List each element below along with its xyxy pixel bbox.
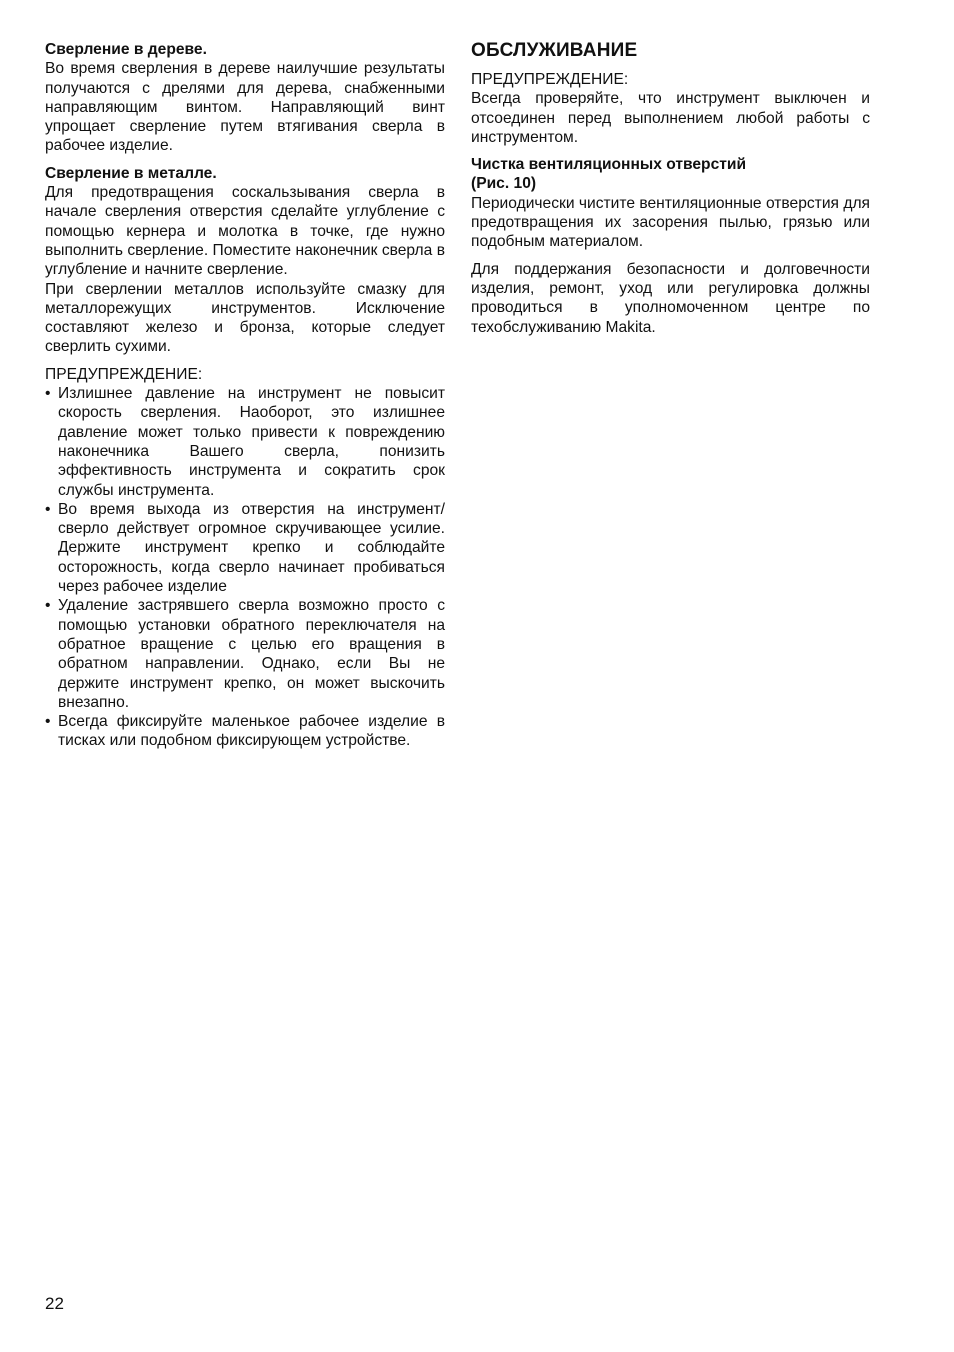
service-text: Для поддержания безопасности и долговечности изделия, ремонт, уход или регулировка должны проводиться в уполномоченном центре по техобслуживанию Makita. — [471, 260, 870, 336]
maintenance-warning-label: ПРЕДУПРЕЖДЕНИЕ: — [471, 71, 629, 88]
metal-drilling-heading: Сверление в металле. — [45, 164, 217, 182]
metal-drilling-text-2: При сверлении металлов используйте смазку для металлорежущих инструментов. Исключение составляют железо и бронза, которые следует сверлить сухими. — [45, 280, 445, 356]
maintenance-section-title: ОБСЛУЖИВАНИЕ — [471, 40, 638, 61]
right-column — [471, 40, 870, 337]
warning-label: ПРЕДУПРЕЖДЕНИЕ: — [45, 365, 203, 383]
warning-item: • Во время выхода из отверстия на инструмент/сверло действует огромное скручивающее усилие. Держите инструмент крепко и соблюдайте осторожность, когда сверло начинает пробиваться через рабочее изделие — [45, 500, 445, 596]
wood-drilling-text: Во время сверления в дереве наилучшие результаты получаются с дрелями для дерева, снабженными направляющим винтом. Направляющий винт упрощает сверление путем втягивания сверла в рабочее изделие. — [45, 60, 445, 155]
warning-item: • Излишнее давление на инструмент не повысит скорость сверления. Наоборот, это излишнее давление может только привести к повреждению наконечника Вашего сверла, понизить эффективность инструмента и сократить срок службы инструмента. — [45, 384, 445, 500]
left-column — [45, 40, 445, 751]
warning-item: • Удаление застрявшего сверла возможно просто с помощью установки обратного переключателя на обратное вращение с целью его вращения в обратном направлении. Однако, если Вы не держите инструмент крепко, он может выскочить внезапно. — [45, 596, 445, 712]
vent-cleaning-text: Периодически чистите вентиляционные отверстия для предотвращения их засорения пылью, грязью или подобным материалом. — [471, 194, 870, 251]
vent-cleaning-heading-line2: (Рис. 10) — [471, 175, 537, 193]
maintenance-warning-text: Всегда проверяйте, что инструмент выключен и отсоединен перед выполнением любой работы с инструментом. — [471, 90, 870, 146]
vent-cleaning-heading-line1: Чистка вентиляционных отверстий — [471, 156, 747, 174]
wood-drilling-heading: Сверление в дереве. — [45, 41, 207, 58]
vent-cleaning-heading — [471, 155, 870, 194]
warning-item: • Всегда фиксируйте маленькое рабочее изделие в тисках или подобном фиксирующем устройстве. — [45, 712, 445, 751]
page-number: 22 — [45, 1294, 64, 1313]
warning-list — [45, 384, 445, 751]
metal-drilling-text-1: Для предотвращения соскальзывания сверла в начале сверления отверстия сделайте углубление с помощью кернера и молотка в точке, где нужно выполнить сверление. Поместите наконечник сверла в углубление и начните сверление. — [45, 184, 445, 279]
